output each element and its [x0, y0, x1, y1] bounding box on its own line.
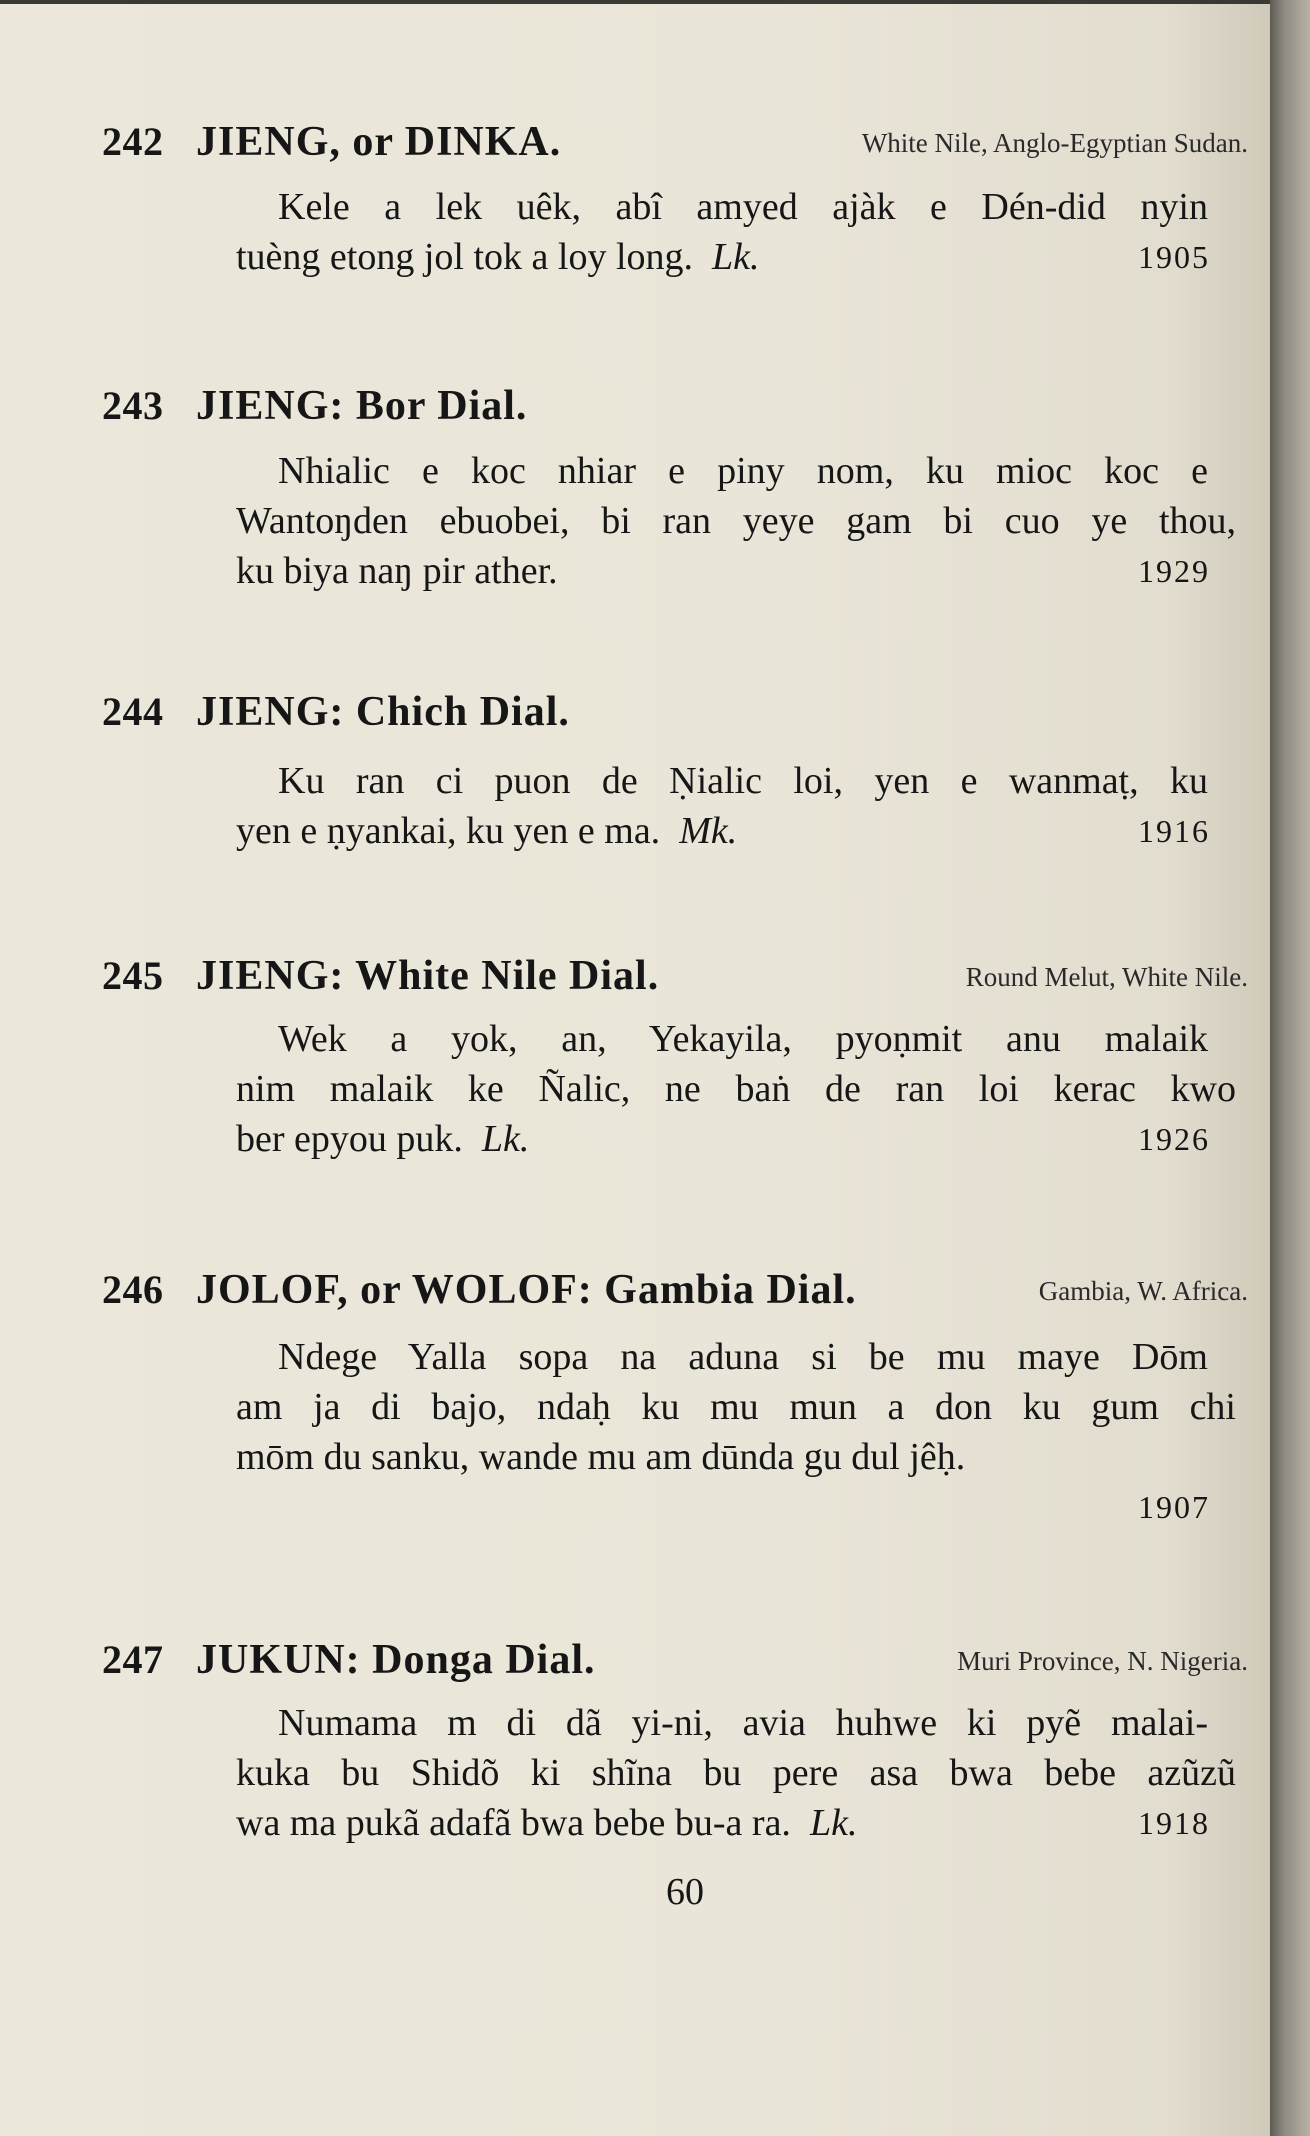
gospel-abbreviation: Lk.: [809, 1802, 858, 1844]
gospel-abbreviation: Mk.: [679, 810, 738, 852]
text-line: Numama m di dã yi-ni, avia huhwe ki pyẽ malai-: [278, 1702, 1208, 1744]
entry-number: 244: [102, 689, 164, 734]
language-name: JIENG: White Nile Dial.: [196, 953, 660, 999]
text-line-content: wa ma pukã adafã bwa bebe bu-a ra.: [236, 1802, 791, 1844]
text-line: [236, 1798, 1236, 1848]
language-name: JUKUN: Donga Dial.: [196, 1637, 596, 1683]
entry-heading: [0, 1266, 1270, 1320]
entry-number: 247: [102, 1637, 164, 1682]
text-line: [236, 232, 1236, 282]
entry-number: 245: [102, 953, 164, 998]
top-edge-line: [0, 0, 1270, 4]
location-text: Muri Province, N. Nigeria.: [957, 1646, 1248, 1676]
text-line: mōm du sanku, wande mu am dūnda gu dul jêḥ.: [236, 1436, 966, 1478]
text-line: Nhialic e koc nhiar e piny nom, ku mioc koc e: [278, 450, 1208, 492]
year: 1905: [1138, 239, 1210, 275]
entry-heading: [0, 1636, 1270, 1690]
page-number: 60: [666, 1871, 704, 1913]
language-name: JOLOF, or WOLOF: Gambia Dial.: [196, 1267, 857, 1313]
text-line-content: ber epyou puk.: [236, 1118, 463, 1160]
text-line: Ku ran ci puon de Ṇialic loi, yen e wanmaṭ, ku: [278, 760, 1208, 802]
location-text: Gambia, W. Africa.: [1038, 1276, 1248, 1306]
entry-number: 243: [102, 383, 164, 428]
text-line: [236, 1114, 1236, 1164]
entry-number: 246: [102, 1267, 164, 1312]
language-name: JIENG: Chich Dial.: [196, 689, 570, 735]
text-line: Ndege Yalla sopa na aduna si be mu maye Dōm: [278, 1336, 1208, 1378]
gospel-abbreviation: Lk.: [481, 1118, 530, 1160]
text-line: ku biya naŋ pir ather.: [236, 550, 558, 592]
text-line: Wek a yok, an, Yekayila, pyoṇmit anu malaik: [278, 1018, 1208, 1060]
text-line: nim malaik ke Ñalic, ne baṅ de ran loi kerac kwo: [236, 1068, 1236, 1110]
year: 1918: [1138, 1805, 1210, 1841]
year: 1907: [1138, 1489, 1210, 1525]
text-line-content: yen e ṇyankai, ku yen e ma.: [236, 810, 661, 852]
text-line: kuka bu Shidõ ki shĩna bu pere asa bwa bebe azũzũ: [236, 1752, 1236, 1794]
book-spine-shadow: [1270, 0, 1310, 2136]
text-line: Wantoŋden ebuobei, bi ran yeye gam bi cuo ye thou,: [236, 500, 1236, 542]
entry-number: 242: [102, 119, 164, 164]
text-line: [236, 806, 1236, 856]
entry-heading: [0, 952, 1270, 1006]
language-name: JIENG: Bor Dial.: [196, 383, 528, 429]
text-line: Kele a lek uêk, abî amyed ajàk e Dén-did nyin: [278, 186, 1208, 228]
text-line: am ja di bajo, ndaḥ ku mu mun a don ku gum chi: [236, 1386, 1236, 1428]
year: 1929: [1138, 553, 1210, 589]
location-text: Round Melut, White Nile.: [965, 962, 1248, 992]
year: 1926: [1138, 1121, 1210, 1157]
gospel-abbreviation: Lk.: [712, 236, 760, 278]
entry-heading: [0, 382, 1270, 436]
entry-heading: [0, 118, 1270, 172]
location-text: White Nile, Anglo-Egyptian Sudan.: [861, 128, 1248, 158]
entry-heading: [0, 688, 1270, 742]
year: 1916: [1138, 813, 1210, 849]
language-name: JIENG, or DINKA.: [196, 119, 562, 165]
text-line-content: tuèng etong jol tok a loy long.: [236, 236, 694, 278]
